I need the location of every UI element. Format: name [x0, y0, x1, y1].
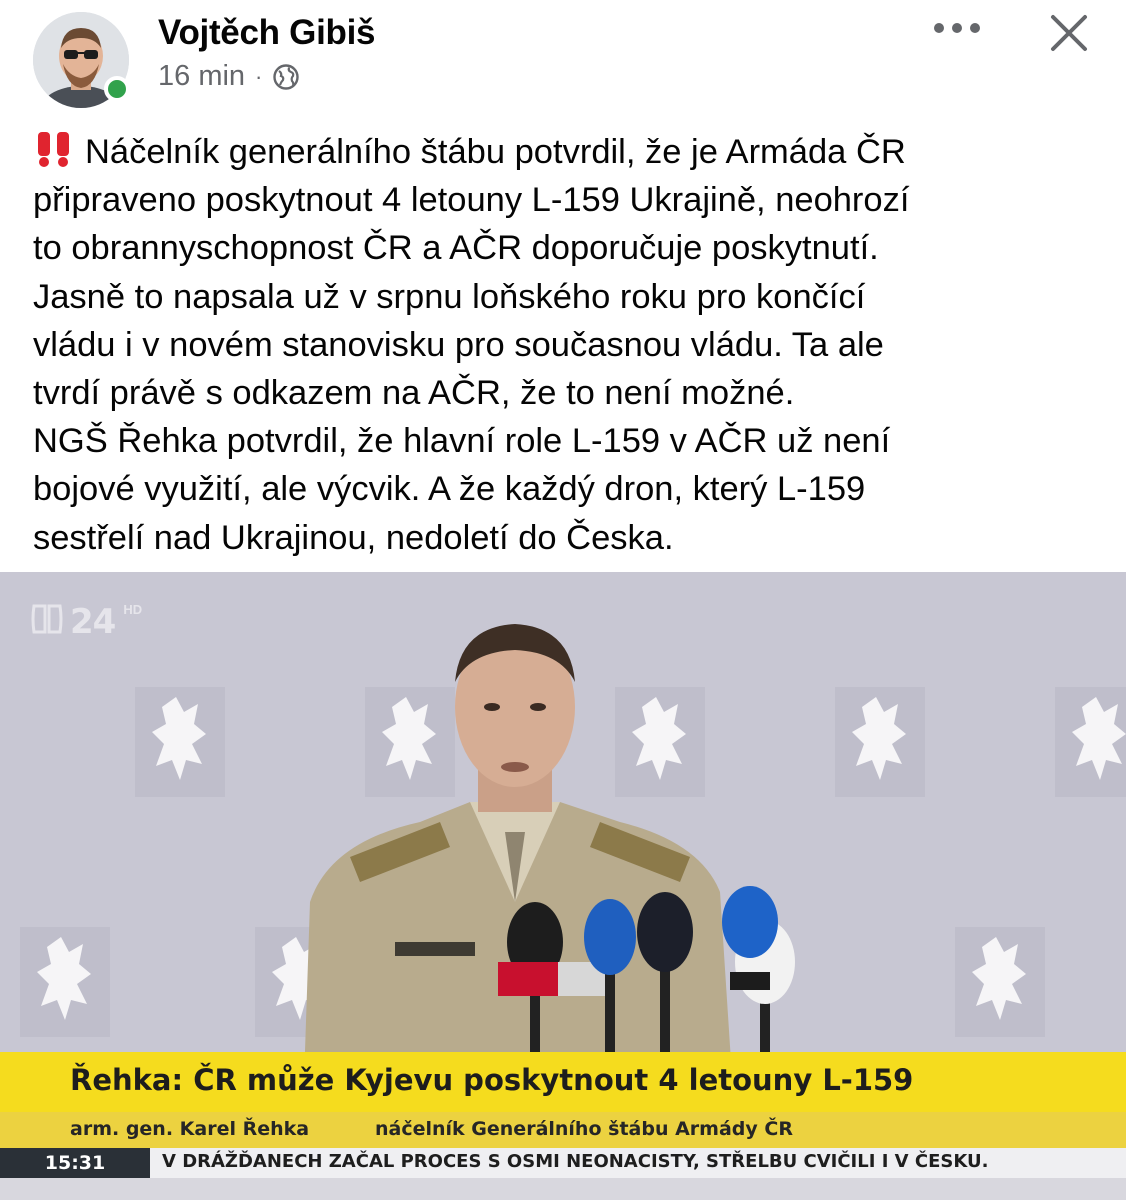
news-ticker	[0, 1148, 1126, 1178]
news-headline-bar	[0, 1052, 1126, 1112]
online-status-indicator	[104, 76, 130, 102]
ticker-time: 15:31	[0, 1148, 150, 1178]
globe-icon[interactable]	[272, 63, 300, 91]
double-exclamation-icon	[33, 131, 79, 167]
meta-separator: ·	[255, 63, 263, 89]
post-text: Náčelník generálního štábu potvrdil, že je Armáda ČR připraveno poskytnout 4 letouny L-159 Ukrajině, neohrozí to obrannyschopnost ČR a AČR doporučuje poskytnutí. Jasně to napsala už v srpnu loňského roku pro končící vládu i v novém stanovisku pro současnou vládu. Ta ale tvrdí právě s odkazem na AČR, že to není možné. NGŠ Řehka potvrdil, že hlavní role L-159 v AČR už není bojové využití, ale výcvik. A že každý dron, který L-159 sestřelí nad Ukrajinou, nedoletí do Česka.	[33, 133, 910, 557]
video-thumbnail[interactable]	[0, 572, 1126, 1200]
speaker-role: náčelník Generálního štábu Armády ČR	[375, 1118, 793, 1140]
more-options-button[interactable]	[932, 10, 982, 46]
channel-hd-label: HD	[123, 602, 143, 617]
close-icon	[1049, 13, 1089, 53]
author-name[interactable]: Vojtěch Gibiš	[158, 13, 376, 52]
channel-number: 24	[70, 602, 116, 642]
post-timestamp[interactable]: 16 min	[158, 60, 246, 92]
ticker-text: V DRÁŽĎANECH ZAČAL PROCES S OSMI NEONACISTY, STŘELBU CVIČILI I V ČESKU.	[162, 1151, 989, 1172]
speaker-caption-bar	[0, 1112, 1126, 1148]
post-meta	[158, 60, 300, 93]
channel-logo	[30, 602, 142, 642]
speaker-name: arm. gen. Karel Řehka	[70, 1118, 310, 1140]
news-headline: Řehka: ČR může Kyjevu poskytnout 4 letouny L-159	[70, 1063, 914, 1097]
post-body	[33, 128, 1103, 562]
video-bottom-strip	[0, 1178, 1126, 1200]
ct-logo-icon	[30, 602, 64, 636]
close-button[interactable]	[1042, 6, 1096, 60]
more-horizontal-icon	[933, 22, 981, 34]
